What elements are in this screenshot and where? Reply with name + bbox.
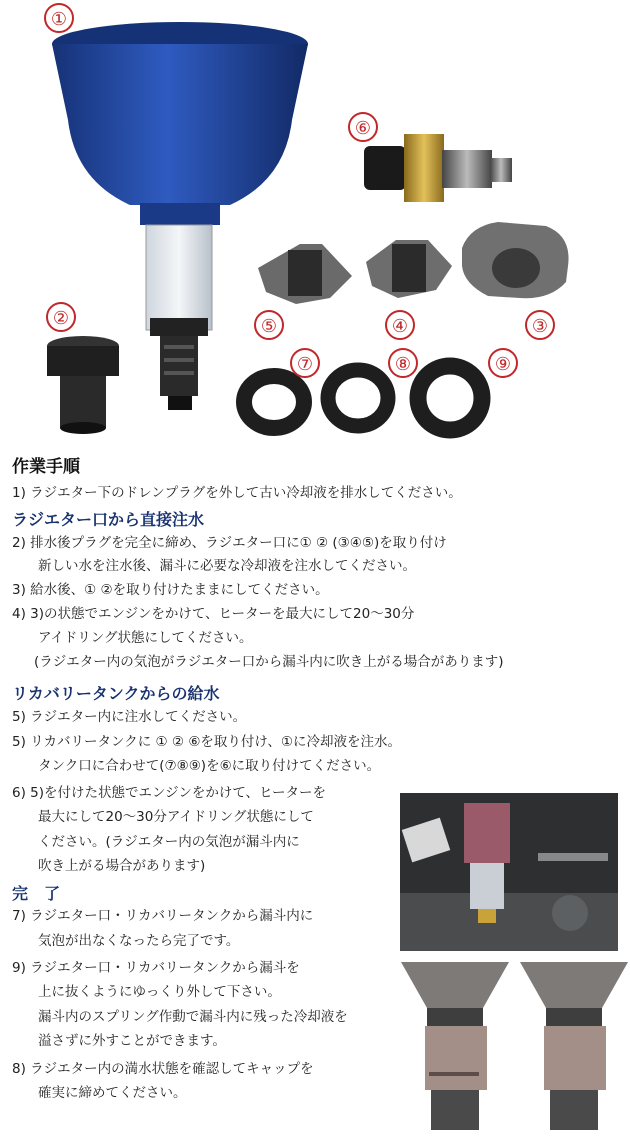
- reserve-line: 6) 5)を付けた状態でエンジンをかけて、ヒーターを: [12, 785, 327, 801]
- reserve-line: 5) ラジエター内に注水してください。: [12, 709, 247, 725]
- adapter-part-2: [47, 336, 119, 434]
- cap-adapter-part-5: [258, 244, 352, 304]
- direct-line: 3) 給水後、① ②を取り付けたままにしてください。: [12, 582, 329, 598]
- rubber-ring-9: [418, 366, 482, 430]
- adapter-part-6: [364, 134, 512, 202]
- engine-bay-photo: [400, 793, 618, 951]
- part-number-7: ⑦: [290, 348, 320, 378]
- done-line: 溢さずに外すことができます。: [38, 1033, 226, 1049]
- part-number-8: ⑧: [388, 348, 418, 378]
- part-number-2: ②: [46, 302, 76, 332]
- reserve-line: タンク口に合わせて(⑦⑧⑨)を⑥に取り付けてください。: [38, 758, 381, 774]
- reserve-line: 最大にして20～30分アイドリング状態にして: [38, 809, 314, 825]
- part-number-6: ⑥: [348, 112, 378, 142]
- rubber-ring-8: [328, 370, 388, 426]
- part-number-9: ⑨: [488, 348, 518, 378]
- reserve-line: ください。(ラジエター内の気泡が漏斗内に: [38, 834, 300, 850]
- done-line: 漏斗内のスプリング作動で漏斗内に残った冷却液を: [38, 1009, 348, 1025]
- part-number-5: ⑤: [254, 310, 284, 340]
- part-number-1: ①: [44, 3, 74, 33]
- cap-adapter-part-3: [462, 222, 569, 298]
- done-line: 9) ラジエター口・リカバリータンクから漏斗を: [12, 960, 300, 976]
- step-1: 1) ラジエター下のドレンプラグを外して古い冷却液を排水してください。: [12, 485, 462, 501]
- section-reserve-heading: リカバリータンクからの給水: [12, 684, 220, 703]
- part-number-4: ④: [385, 310, 415, 340]
- direct-line: (ラジエター内の気泡がラジエター口から漏斗内に吹き上がる場合があります): [34, 654, 504, 670]
- done-line: 7) ラジエター口・リカバリータンクから漏斗内に: [12, 908, 314, 924]
- done-line: 気泡が出なくなったら完了です。: [38, 933, 240, 949]
- direct-line: 新しい水を注水後、漏斗に必要な冷却液を注水してください。: [38, 558, 416, 574]
- funnel-removal-photo-right: [520, 962, 628, 1142]
- done-line: 8) ラジエター内の満水状態を確認してキャップを: [12, 1061, 314, 1077]
- cap-adapter-part-4: [366, 240, 452, 298]
- done-line: 確実に締めてください。: [38, 1085, 187, 1101]
- funnel-removal-photo-left: [401, 962, 509, 1142]
- done-line: 上に抜くようにゆっくり外して下さい。: [38, 984, 281, 1000]
- section-direct-heading: ラジエター口から直接注水: [12, 510, 205, 529]
- direct-line: アイドリング状態にしてください。: [38, 630, 253, 646]
- rubber-ring-7: [244, 376, 304, 428]
- part-number-3: ③: [525, 310, 555, 340]
- direct-line: 2) 排水後プラグを完全に締め、ラジエター口に① ② (③④⑤)を取り付け: [12, 535, 447, 551]
- procedure-title: 作業手順: [12, 457, 80, 477]
- section-done-heading: 完 了: [12, 884, 61, 903]
- reserve-line: 吹き上がる場合があります): [38, 858, 206, 874]
- reserve-line: 5) リカバリータンクに ① ② ⑥を取り付け、①に冷却液を注水。: [12, 734, 401, 750]
- direct-line: 4) 3)の状態でエンジンをかけて、ヒーターを最大にして20～30分: [12, 606, 415, 622]
